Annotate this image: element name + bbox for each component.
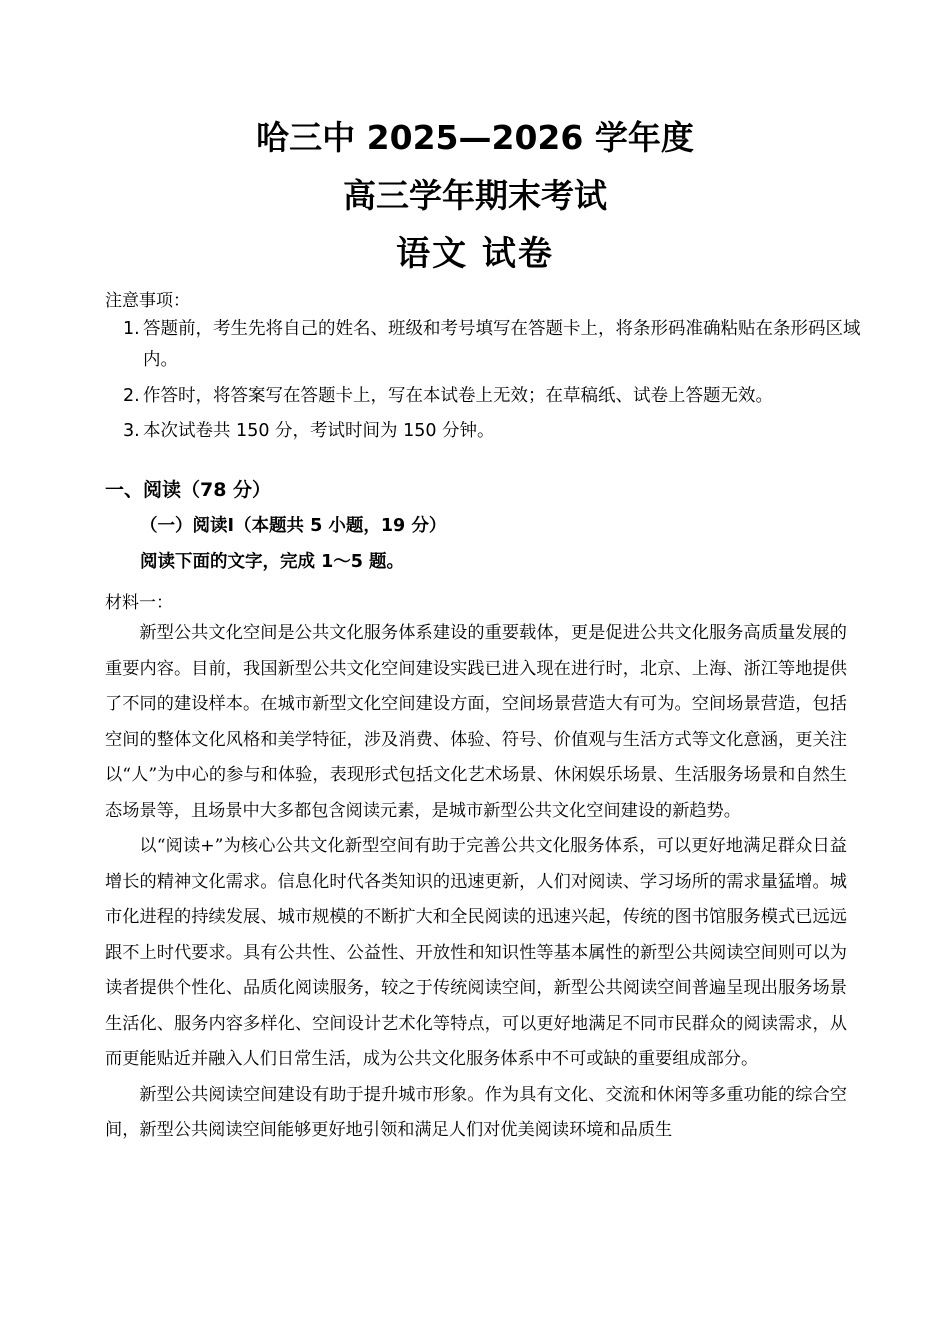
subsection-title: （一）阅读Ⅰ（本题共 5 小题，19 分）: [140, 516, 447, 536]
notice-item-text: 答题前，考生先将自己的姓名、班级和考号填写在答题卡上，将条形码准确粘贴在条形码区域内。: [143, 319, 861, 370]
notice-item-number: 1.: [123, 319, 140, 339]
material-paragraph: 新型公共阅读空间建设有助于提升城市形象。作为具有文化、交流和休闲等多重功能的综合空间，新型公共阅读空间能够更好地引领和满足人们对优美阅读环境和品质生: [105, 1084, 847, 1140]
notice-list: [105, 314, 865, 447]
material-title: 材料一：: [105, 593, 173, 613]
section-instruction: 阅读下面的文字，完成 1～5 题。: [140, 552, 405, 572]
exam-title-subject: 语文 试卷: [396, 234, 554, 274]
exam-title-grade: 高三学年期末考试: [343, 176, 607, 215]
material-body: [105, 616, 847, 1149]
notice-item-number: 2.: [123, 386, 140, 406]
notice-item: [105, 314, 865, 376]
material-paragraph: 新型公共文化空间是公共文化服务体系建设的重要载体，更是促进公共文化服务高质量发展的重要内容。目前，我国新型公共文化空间建设实践已进入现在进行时，北京、上海、浙江等地提供了不同的建设样本。在城市新型文化空间建设方面，空间场景营造大有可为。空间场景营造，包括空间的整体文化风格和美学特征，涉及消费、体验、符号、价值观与生活方式等文化意涵，更关注以“人”为中心的参与和体验，表现形式包括文化艺术场景、休闲娱乐场景、生活服务场景和自然生态场景等，且场景中大多都包含阅读元素，是城市新型公共文化空间建设的新趋势。: [105, 623, 847, 821]
notice-title: 注意事项：: [105, 291, 190, 311]
exam-title-year: 哈三中 2025—2026 学年度: [256, 118, 694, 157]
notice-item: [105, 416, 865, 447]
material-paragraph: 以“阅读+”为核心公共文化新型空间有助于完善公共文化服务体系，可以更好地满足群众日益增长的精神文化需求。信息化时代各类知识的迅速更新，人们对阅读、学习场所的需求量猛增。城市化进程的持续发展、城市规模的不断扩大和全民阅读的迅速兴起，传统的图书馆服务模式已远远跟不上时代要求。具有公共性、公益性、开放性和知识性等基本属性的新型公共阅读空间则可以为读者提供个性化、品质化阅读服务，较之于传统阅读空间，新型公共阅读空间普遍呈现出服务场景生活化、服务内容多样化、空间设计艺术化等特点，可以更好地满足不同市民群众的阅读需求，从而更能贴近并融入人们日常生活，成为公共文化服务体系中不可或缺的重要组成部分。: [105, 836, 847, 1069]
notice-item-number: 3.: [123, 421, 140, 441]
notice-item: [105, 381, 865, 412]
section-title: 一、阅读（78 分）: [105, 479, 272, 501]
notice-item-text: 本次试卷共 150 分，考试时间为 150 分钟。: [143, 421, 495, 441]
notice-item-text: 作答时，将答案写在答题卡上，写在本试卷上无效；在草稿纸、试卷上答题无效。: [143, 386, 773, 406]
